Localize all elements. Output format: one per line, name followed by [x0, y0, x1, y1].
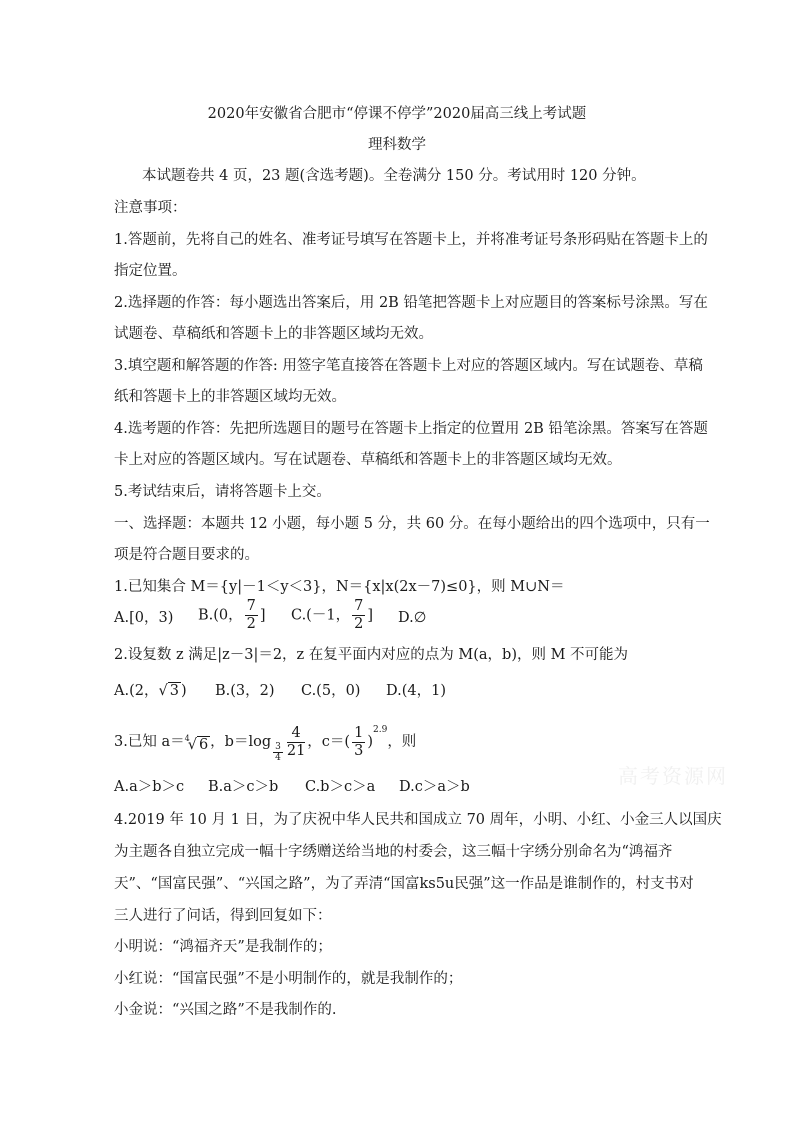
q1-option-a: A.[0，3) — [114, 610, 174, 626]
notice-item: 纸和答题卡上的非答题区域均无效。 — [114, 389, 346, 405]
exam-title: 2020年安徽省合肥市“停课不停学”2020届高三线上考试题 — [207, 106, 587, 122]
q4-line: 小红说：“国富民强”不是小明制作的，就是我制作的； — [114, 971, 463, 987]
notice-item: 卡上对应的答题区域内。写在试题卷、草稿纸和答题卡上的非答题区域均无效。 — [114, 452, 622, 468]
q1-option-b: B.(0， $\frac{7}{2}$ ] — [198, 598, 266, 632]
q2-option-d: D.(4，1) — [386, 683, 446, 699]
log-base: $\frac{3}{4}$ — [275, 742, 281, 763]
watermark: 高考资源网 — [618, 764, 728, 788]
fraction: $\frac{7}{2}$ — [246, 598, 256, 632]
q3-option-b: B.a＞c＞b — [208, 779, 279, 795]
q4-line: 小明说：“鸿福齐天”是我制作的； — [114, 939, 332, 955]
notice-item: 5.考试结束后，请将答题卡上交。 — [114, 484, 331, 500]
notice-item: 3.填空题和解答题的作答: 用签字笔直接答在答题卡上对应的答题区域内。写在试题卷、草稿 — [114, 358, 703, 374]
section-heading-cont: 项是符合题目要求的。 — [114, 547, 259, 563]
q1-option-c: C.(－1， $\frac{7}{2}$ ] — [291, 598, 373, 632]
q3-stem: 3.已知 a＝$^4$√ 6 ，b＝log $\frac{3}{4}$ $\frac{4}{21}$ ，c＝( $\frac{1}{3}$ )$^{2.9}$，则 — [114, 724, 417, 763]
q4-line: 4.2019 年 10 月 1 日，为了庆祝中华人民共和国成立 70 周年，小明、小红、小金三人以国庆 — [114, 812, 722, 828]
q4-line: 为主题各自独立完成一幅十字绣赠送给当地的村委会，这三幅十字绣分别命名为“鸿福齐 — [114, 844, 673, 860]
notice-item: 指定位置。 — [114, 263, 187, 279]
notice-item: 4.选考题的作答：先把所选题目的题号在答题卡上指定的位置用 2B 铅笔涂黑。答案写在答题 — [114, 421, 708, 437]
q2-option-a: A.(2，√ 3 ) — [114, 683, 187, 699]
subject-title: 理科数学 — [368, 137, 426, 153]
nth-root: $^4$√ 6 — [184, 734, 209, 753]
notice-item: 试题卷、草稿纸和答题卡上的非答题区域均无效。 — [114, 326, 433, 342]
q1-option-d: D.∅ — [398, 610, 427, 626]
notice-item: 1.答题前，先将自己的姓名、准考证号填写在答题卡上，并将准考证号条形码贴在答题卡上的 — [114, 232, 708, 248]
q2-stem: 2.设复数 z 满足|z－3|＝2，z 在复平面内对应的点为 M(a，b)，则 M 不可能为 — [114, 647, 629, 663]
q2-option-b: B.(3，2) — [215, 683, 275, 699]
notice-item: 2.选择题的作答：每小题选出答案后，用 2B 铅笔把答题卡上对应题目的答案标号涂黑。写在 — [114, 295, 708, 311]
fraction: $\frac{4}{21}$ — [286, 724, 306, 759]
section-heading: 一、选择题：本题共 12 小题，每小题 5 分，共 60 分。在每小题给出的四个选项中，只有一 — [114, 516, 710, 532]
fraction: $\frac{1}{3}$ — [354, 724, 364, 759]
q1-stem: 1.已知集合 M＝{y|－1＜y＜3}，N＝{x|x(2x－7)≤0}，则 M∪N＝ — [114, 579, 565, 595]
q4-line: 天”、“国富民强”、“兴国之路”，为了弄清“国富ks5u民强”这一作品是谁制作的，村支书对 — [114, 876, 694, 892]
q3-option-a: A.a＞b＞c — [114, 779, 185, 795]
sqrt: √ 3 — [158, 683, 179, 699]
intro-text: 本试题卷共 4 页，23 题(含选考题)。全卷满分 150 分。考试用时 120 分钟。 — [142, 168, 646, 184]
q2-option-c: C.(5，0) — [301, 683, 361, 699]
q4-line: 小金说：“兴国之路”不是我制作的. — [114, 1002, 337, 1018]
q4-line: 三人进行了问话，得到回复如下： — [114, 908, 332, 924]
notice-heading: 注意事项： — [114, 200, 187, 216]
fraction: $\frac{7}{2}$ — [354, 598, 364, 632]
q3-option-c: C.b＞c＞a — [305, 779, 376, 795]
q3-option-d: D.c＞a＞b — [399, 779, 470, 795]
